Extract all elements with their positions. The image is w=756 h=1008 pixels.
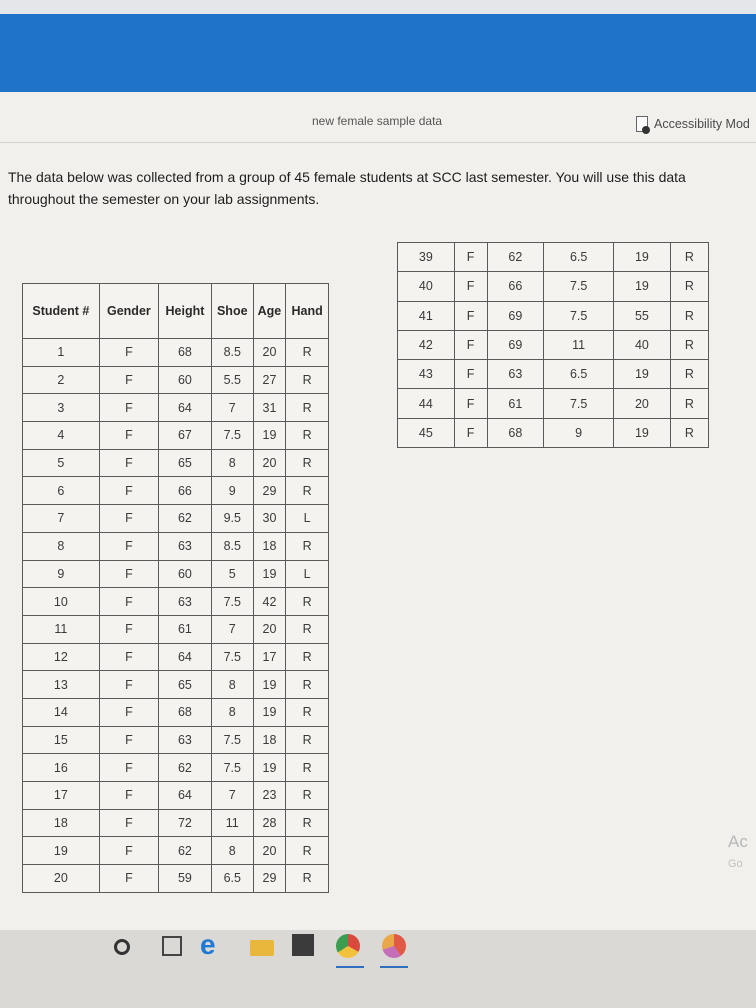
table-cell: 6.5 <box>544 243 614 272</box>
table-cell: 29 <box>253 477 286 505</box>
table-cell: R <box>286 366 329 394</box>
table-cell: 18 <box>253 726 286 754</box>
table-cell: 17 <box>253 643 286 671</box>
table-cell: 7.5 <box>544 389 614 418</box>
table-cell: R <box>286 588 329 616</box>
table-row <box>23 782 329 810</box>
table-row <box>23 671 329 699</box>
table-cell: R <box>286 809 329 837</box>
table-row <box>23 339 329 367</box>
table-row <box>23 449 329 477</box>
table-cell: 18 <box>253 532 286 560</box>
table-cell: R <box>670 272 708 301</box>
table-cell: 8.5 <box>211 532 253 560</box>
table-cell: F <box>99 477 158 505</box>
table-row <box>23 422 329 450</box>
table-cell: 55 <box>614 301 671 330</box>
column-header: Student # <box>23 284 100 339</box>
table-cell: F <box>99 532 158 560</box>
table-cell: 7.5 <box>544 272 614 301</box>
table-cell: F <box>99 339 158 367</box>
table-cell: 28 <box>253 809 286 837</box>
table-cell: 7 <box>211 394 253 422</box>
table-cell: F <box>99 422 158 450</box>
table-cell: R <box>286 782 329 810</box>
activation-watermark: Ac <box>728 832 748 851</box>
table-cell: 20 <box>253 837 286 865</box>
table-cell: R <box>286 532 329 560</box>
table-cell: R <box>286 865 329 893</box>
table-cell: R <box>286 837 329 865</box>
accessibility-mode-button[interactable] <box>636 116 750 132</box>
table-cell: 7.5 <box>211 588 253 616</box>
table-cell: 19 <box>253 422 286 450</box>
table-cell: 8 <box>23 532 100 560</box>
table-cell: 63 <box>159 726 212 754</box>
table-cell: 6 <box>23 477 100 505</box>
table-cell: 11 <box>544 330 614 359</box>
column-header: Age <box>253 284 286 339</box>
table-cell: R <box>286 698 329 726</box>
table-cell: F <box>454 330 487 359</box>
table-cell: 40 <box>614 330 671 359</box>
accessibility-mode-label: Accessibility Mod <box>654 117 750 131</box>
table-cell: F <box>99 754 158 782</box>
table-row <box>398 243 709 272</box>
table-row <box>398 272 709 301</box>
table-cell: 9 <box>23 560 100 588</box>
table-cell: 19 <box>614 418 671 447</box>
table-cell: 23 <box>253 782 286 810</box>
accessibility-doc-icon <box>636 116 648 132</box>
table-cell: 20 <box>614 389 671 418</box>
table-cell: R <box>286 671 329 699</box>
table-cell: F <box>99 809 158 837</box>
document-title: new female sample data <box>312 114 443 128</box>
chrome-icon[interactable] <box>336 934 360 958</box>
table-cell: 8 <box>211 698 253 726</box>
table-cell: F <box>454 243 487 272</box>
table-cell: 64 <box>159 782 212 810</box>
table-cell: F <box>99 698 158 726</box>
table-cell: 12 <box>23 643 100 671</box>
edge-icon[interactable]: e <box>200 929 216 960</box>
table-cell: 65 <box>159 449 212 477</box>
table-cell: L <box>286 560 329 588</box>
table-cell: R <box>670 389 708 418</box>
table-cell: 15 <box>23 726 100 754</box>
table-cell: 5 <box>23 449 100 477</box>
table-row <box>398 418 709 447</box>
column-header: Hand <box>286 284 329 339</box>
table-cell: F <box>99 837 158 865</box>
table-cell: 14 <box>23 698 100 726</box>
table-cell: R <box>670 360 708 389</box>
table-cell: F <box>99 449 158 477</box>
table-cell: 7.5 <box>211 422 253 450</box>
table-row <box>398 301 709 330</box>
table-cell: 8 <box>211 671 253 699</box>
table-cell: 60 <box>159 366 212 394</box>
table-cell: 63 <box>159 588 212 616</box>
table-row <box>23 366 329 394</box>
table-cell: 18 <box>23 809 100 837</box>
table-cell: 69 <box>487 330 544 359</box>
table-cell: R <box>286 422 329 450</box>
table-cell: 10 <box>23 588 100 616</box>
table-cell: 31 <box>253 394 286 422</box>
table-cell: R <box>286 643 329 671</box>
table-row <box>23 754 329 782</box>
table-cell: 20 <box>253 339 286 367</box>
table-cell: 68 <box>159 698 212 726</box>
table-cell: 62 <box>159 837 212 865</box>
store-icon[interactable] <box>292 934 314 956</box>
table-cell: 8.5 <box>211 339 253 367</box>
table-cell: 8 <box>211 449 253 477</box>
table-cell: 66 <box>159 477 212 505</box>
table-row <box>23 837 329 865</box>
intro-paragraph: The data below was collected from a group of 45 female students at SCC last semester. You will use this data throughout the semester on your lab assignments. <box>8 169 686 207</box>
table-cell: 4 <box>23 422 100 450</box>
table-cell: 65 <box>159 671 212 699</box>
table-cell: F <box>99 726 158 754</box>
table-cell: 7 <box>23 505 100 533</box>
table-cell: 13 <box>23 671 100 699</box>
table-cell: 68 <box>159 339 212 367</box>
table-cell: 42 <box>253 588 286 616</box>
table-cell: 68 <box>487 418 544 447</box>
table-cell: F <box>454 418 487 447</box>
table-cell: R <box>670 330 708 359</box>
top-strip <box>0 0 756 14</box>
chrome-profile-active-indicator <box>380 966 408 968</box>
table-cell: 17 <box>23 782 100 810</box>
table-cell: 62 <box>159 754 212 782</box>
table-cell: 1 <box>23 339 100 367</box>
table-cell: 19 <box>253 560 286 588</box>
table-cell: F <box>99 366 158 394</box>
table-row <box>23 532 329 560</box>
table-cell: 45 <box>398 418 455 447</box>
table-cell: 6.5 <box>544 360 614 389</box>
table-row <box>398 330 709 359</box>
table-row <box>398 389 709 418</box>
table-cell: 19 <box>614 243 671 272</box>
table-cell: F <box>99 865 158 893</box>
table-row <box>23 726 329 754</box>
table-cell: 7 <box>211 782 253 810</box>
table-cell: 11 <box>211 809 253 837</box>
table-cell: 44 <box>398 389 455 418</box>
table-row <box>23 394 329 422</box>
table-cell: 5.5 <box>211 366 253 394</box>
table-cell: 72 <box>159 809 212 837</box>
table-cell: 62 <box>487 243 544 272</box>
table-cell: 9 <box>544 418 614 447</box>
table-cell: R <box>286 449 329 477</box>
table-cell: 9 <box>211 477 253 505</box>
table-cell: 27 <box>253 366 286 394</box>
table-cell: F <box>99 615 158 643</box>
table-cell: 42 <box>398 330 455 359</box>
chrome-active-indicator <box>336 966 364 968</box>
table-cell: R <box>286 754 329 782</box>
table-row <box>23 809 329 837</box>
table-cell: 7.5 <box>211 726 253 754</box>
table-row <box>23 698 329 726</box>
table-cell: 7 <box>211 615 253 643</box>
table-row <box>23 560 329 588</box>
table-row <box>23 643 329 671</box>
table-cell: 59 <box>159 865 212 893</box>
taskbar <box>0 930 756 1008</box>
table-cell: 40 <box>398 272 455 301</box>
table-row <box>23 865 329 893</box>
table-cell: 5 <box>211 560 253 588</box>
table-cell: R <box>286 615 329 643</box>
table-row <box>23 477 329 505</box>
table-cell: 63 <box>487 360 544 389</box>
table-cell: 62 <box>159 505 212 533</box>
table-cell: F <box>99 560 158 588</box>
divider <box>0 142 756 143</box>
table-cell: 43 <box>398 360 455 389</box>
header-band <box>0 14 756 92</box>
table-cell: 60 <box>159 560 212 588</box>
search-icon[interactable] <box>114 939 130 955</box>
table-cell: 7.5 <box>211 754 253 782</box>
table-cell: R <box>670 418 708 447</box>
table-cell: R <box>670 301 708 330</box>
table-row <box>398 360 709 389</box>
table-cell: F <box>99 588 158 616</box>
table-cell: 19 <box>253 754 286 782</box>
table-cell: F <box>454 360 487 389</box>
table-row <box>23 588 329 616</box>
table-cell: L <box>286 505 329 533</box>
student-data-table-2 <box>397 242 709 448</box>
table-cell: 20 <box>23 865 100 893</box>
table-row <box>23 615 329 643</box>
table-cell: 19 <box>23 837 100 865</box>
table-cell: R <box>286 339 329 367</box>
table-cell: 6.5 <box>211 865 253 893</box>
table-cell: F <box>99 671 158 699</box>
table-cell: 8 <box>211 837 253 865</box>
table-cell: F <box>99 782 158 810</box>
table-cell: 66 <box>487 272 544 301</box>
column-header: Gender <box>99 284 158 339</box>
table-cell: 2 <box>23 366 100 394</box>
table-cell: F <box>454 301 487 330</box>
table-cell: 41 <box>398 301 455 330</box>
table-cell: R <box>286 477 329 505</box>
table-cell: 16 <box>23 754 100 782</box>
table-cell: 19 <box>614 360 671 389</box>
chrome-profile-icon[interactable] <box>382 934 406 958</box>
table-cell: F <box>454 389 487 418</box>
table-cell: 63 <box>159 532 212 560</box>
activation-watermark-sub: Go <box>728 858 743 870</box>
table-cell: 7.5 <box>544 301 614 330</box>
table-cell: 67 <box>159 422 212 450</box>
table-cell: F <box>99 394 158 422</box>
task-view-icon[interactable] <box>162 936 182 956</box>
table-header-row <box>23 284 329 339</box>
table-cell: 69 <box>487 301 544 330</box>
table-cell: 20 <box>253 449 286 477</box>
table-cell: 61 <box>487 389 544 418</box>
table-cell: 64 <box>159 643 212 671</box>
table-cell: 29 <box>253 865 286 893</box>
table-cell: 7.5 <box>211 643 253 671</box>
table-cell: 3 <box>23 394 100 422</box>
table-cell: 39 <box>398 243 455 272</box>
table-cell: 19 <box>253 698 286 726</box>
table-row <box>23 505 329 533</box>
table-cell: 20 <box>253 615 286 643</box>
table-cell: F <box>454 272 487 301</box>
column-header: Height <box>159 284 212 339</box>
table-cell: 11 <box>23 615 100 643</box>
table-cell: 64 <box>159 394 212 422</box>
student-data-table-1 <box>22 283 329 893</box>
column-header: Shoe <box>211 284 253 339</box>
table-cell: 19 <box>253 671 286 699</box>
table-cell: R <box>286 394 329 422</box>
table-cell: 61 <box>159 615 212 643</box>
table-cell: 9.5 <box>211 505 253 533</box>
table-cell: 19 <box>614 272 671 301</box>
table-cell: R <box>670 243 708 272</box>
table-cell: R <box>286 726 329 754</box>
file-explorer-icon[interactable] <box>250 940 274 956</box>
table-cell: F <box>99 505 158 533</box>
table-cell: F <box>99 643 158 671</box>
table-cell: 30 <box>253 505 286 533</box>
